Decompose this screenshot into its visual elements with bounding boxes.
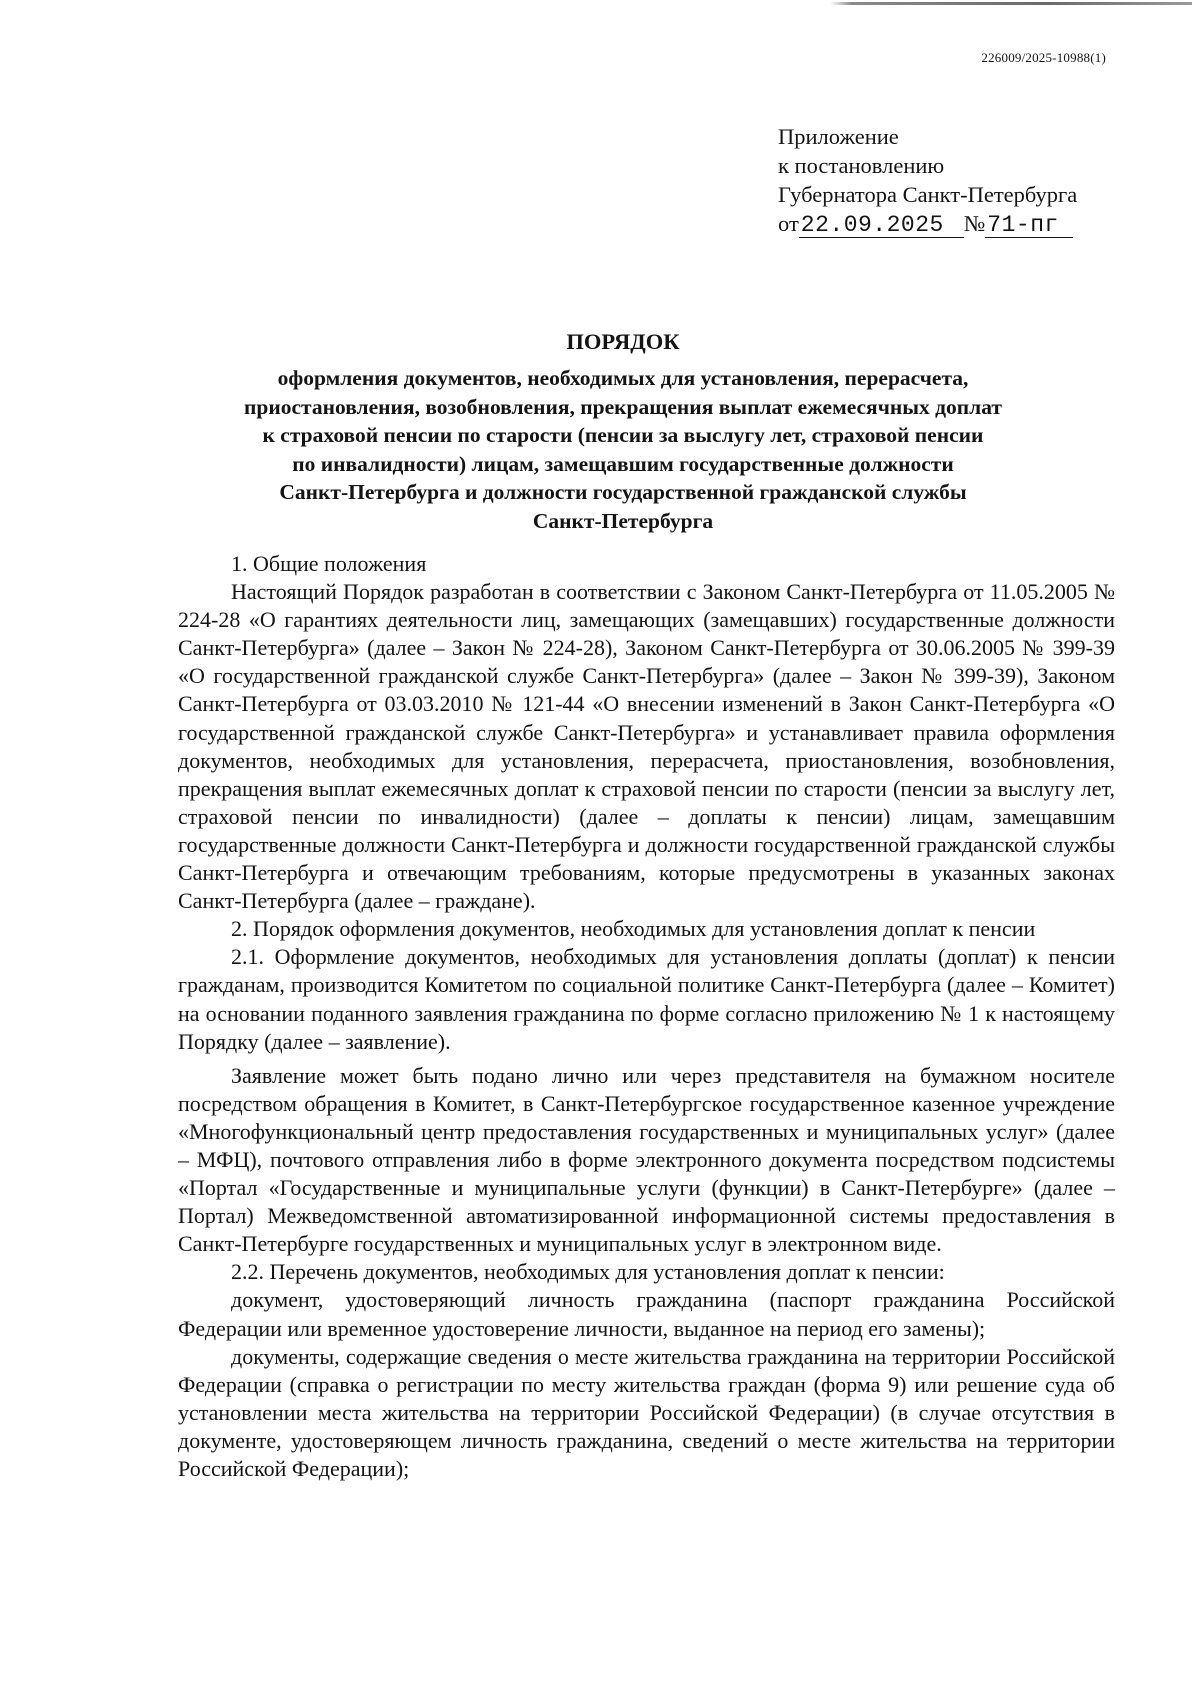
document-body bbox=[178, 550, 1115, 1483]
body-paragraph: Настоящий Порядок разработан в соответствии с Законом Санкт-Петербурга от 11.05.2005 № 224-28 «О гарантиях деятельности лиц, замещающих (замещавших) государственные должности Санкт-Петербурга» (далее – Закон № 224-28), Законом Санкт-Петербурга от 30.06.2005 № 399-39 «О государственной гражданской службе Санкт-Петербурга» (далее – Закон № 399-39), Законом Санкт-Петербурга от 03.03.2010 № 121-44 «О внесении изменений в Закон Санкт-Петербурга «О государственной гражданской службе Санкт-Петербурга» и устанавливает правила оформления документов, необходимых для установления, перерасчета, приостановления, возобновления, прекращения выплат ежемесячных доплат к страховой пенсии по старости (пенсии за выслугу лет, страховой пенсии по инвалидности) (далее – доплаты к пенсии) лицам, замещавшим государственные должности Санкт-Петербурга и должности государственной гражданской службы Санкт-Петербурга и отвечающим требованиям, которые предусмотрены в указанных законах Санкт-Петербурга (далее – граждане). bbox=[178, 579, 1115, 914]
document-title-block bbox=[178, 328, 1068, 535]
subtitle-line: к страховой пенсии по старости (пенсии за выслугу лет, страховой пенсии bbox=[262, 423, 984, 447]
appendix-header bbox=[778, 122, 1077, 238]
number-prefix: № bbox=[963, 211, 986, 236]
scan-edge-line bbox=[830, 2, 1192, 5]
list-item: документ, удостоверяющий личность гражданина (паспорт гражданина Российской Федерации или временное удостоверение личности, выданное на период его замены); bbox=[178, 1287, 1115, 1341]
subtitle-line: по инвалидности) лицам, замещавшим государственные должности bbox=[292, 451, 954, 476]
resolution-number: 71-пг bbox=[985, 213, 1073, 238]
subtitle-line: Санкт-Петербурга и должности государственной гражданской службы bbox=[279, 480, 967, 504]
appendix-line: к постановлению bbox=[778, 153, 945, 178]
section-heading: 2. Порядок оформления документов, необходимых для установления доплат к пенсии bbox=[231, 916, 1036, 942]
subtitle-line: оформления документов, необходимых для установления, перерасчета, bbox=[277, 366, 969, 390]
body-paragraph: 2.1. Оформление документов, необходимых для установления доплаты (доплат) к пенсии гражданам, производится Комитетом по социальной политике Санкт-Петербурга (далее – Комитет) на основании поданного заявления гражданина по форме согласно приложению № 1 к настоящему Порядку (далее – заявление). bbox=[178, 944, 1115, 1054]
list-item: документы, содержащие сведения о месте жительства гражданина на территории Российской Федерации (справка о регистрации по месту жительства граждан (форма 9) или решение суда об установлении места жительства на территории Российской Федерации) (в случае отсутствия в документе, удостоверяющем личность гражданина, сведений о месте жительства на территории Российской Федерации); bbox=[178, 1343, 1115, 1481]
section-heading: 1. Общие положения bbox=[231, 551, 427, 576]
appendix-date-line bbox=[778, 209, 1077, 238]
appendix-line: Губернатора Санкт-Петербурга bbox=[778, 182, 1078, 207]
appendix-line: Приложение bbox=[778, 124, 899, 149]
subtitle-line: Санкт-Петербурга bbox=[532, 508, 714, 533]
registration-number: 226009/2025-10988(1) bbox=[981, 50, 1106, 65]
resolution-date: 22.09.2025 bbox=[799, 213, 964, 238]
body-paragraph: 2.2. Перечень документов, необходимых для установления доплат к пенсии: bbox=[231, 1259, 945, 1285]
document-title: ПОРЯДОК bbox=[566, 329, 680, 354]
body-paragraph: Заявление может быть подано лично или через представителя на бумажном носителе посредством обращения в Комитет, в Санкт-Петербургское государственное казенное учреждение «Многофункциональный центр предоставления государственных и муниципальных услуг» (далее – МФЦ), почтового отправления либо в форме электронного документа посредством подсистемы «Портал «Государственные и муниципальные услуги (функции) в Санкт-Петербурге» (далее – Портал) Межведомственной автоматизированной информационной системы предоставления в Санкт-Петербурге государственных и муниципальных услуг в электронном виде. bbox=[178, 1062, 1115, 1257]
date-prefix: от bbox=[778, 211, 799, 236]
document-subtitle bbox=[178, 364, 1068, 535]
subtitle-line: приостановления, возобновления, прекращения выплат ежемесячных доплат bbox=[244, 394, 1002, 419]
